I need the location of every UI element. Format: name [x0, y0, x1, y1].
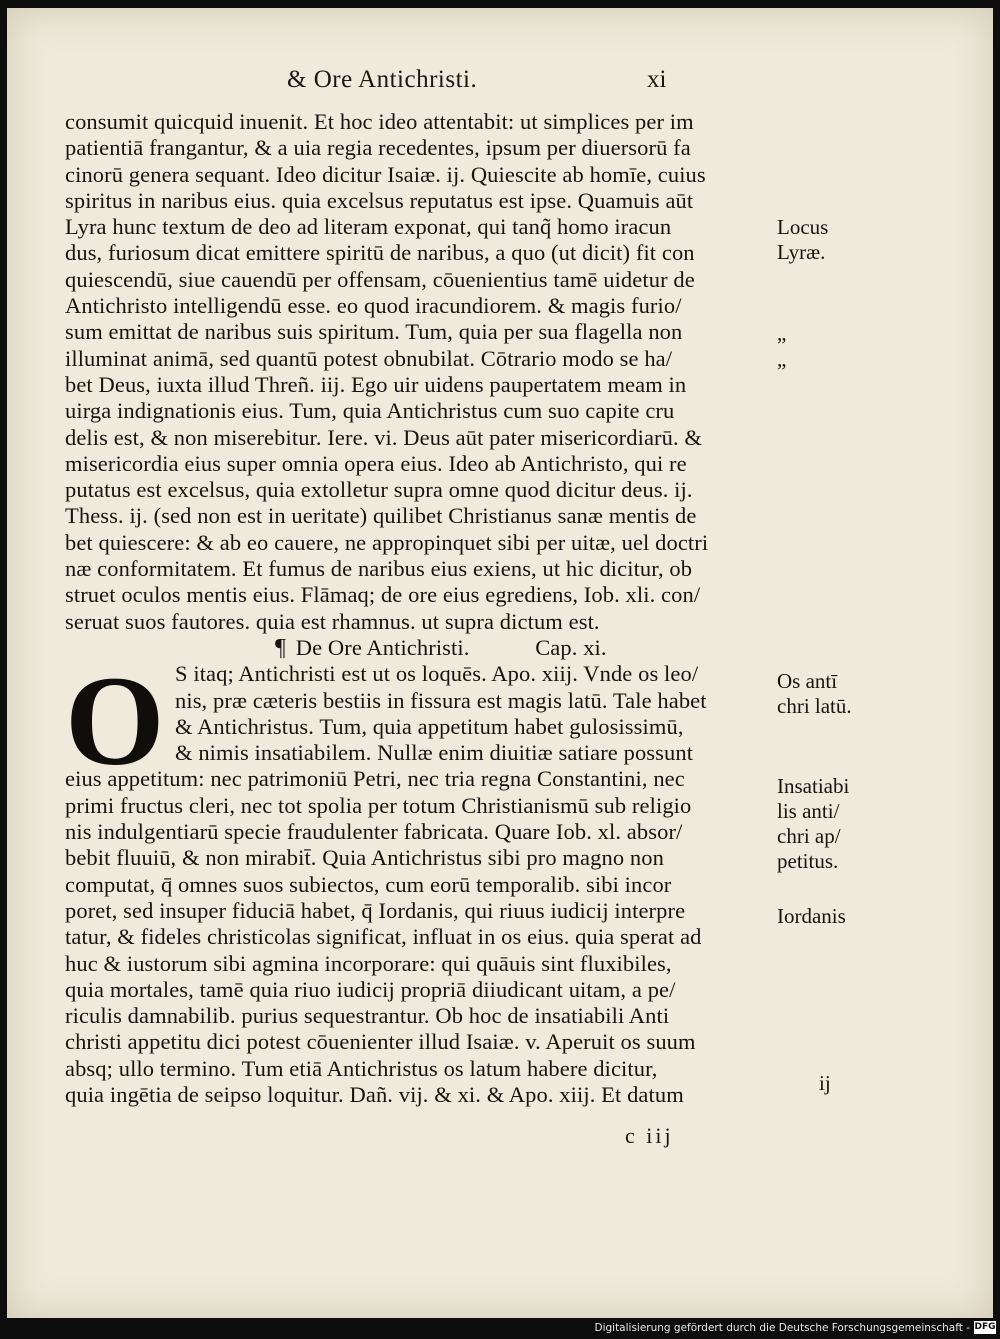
text-line: tatur, & fideles christicolas significat, influat in os eius. quia sperat ad [65, 924, 702, 950]
text-line: bebit fluuiū, & non mirabit̄. Quia Antichristus sibi pro magno non [65, 845, 664, 871]
margin-note-line: lis anti/ [777, 799, 840, 823]
margin-note-line: chri ap/ [777, 824, 841, 848]
chapter-heading-line [65, 635, 770, 661]
chapter-heading: De Ore Antichristi. [295, 634, 470, 660]
text-line: computat, q̄ omnes suos subiectos, cum eorū temporalib. sibi incor [65, 871, 672, 897]
text-line: sum emittat de naribus suis spiritum. Tum, quia per sua flagella non [65, 319, 683, 345]
text-line: cinorū genera sequant. Ideo dicitur Isaiæ. ij. Quiescite ab homīe, cuius [65, 161, 706, 187]
text-line: næ conformitatem. Et fumus de naribus eius exiens, ut hic dicitur, ob [65, 556, 693, 582]
running-head: & Ore Antichristi. [287, 66, 478, 93]
text-line: struet oculos mentis eius. Flāmaq; de ore eius egrediens, Iob. xli. con/ [65, 582, 701, 608]
margin-note-locus-lyrae [777, 215, 877, 265]
text-line: Antichristo intelligendū esse. eo quod iracundiorem. & magis furio/ [65, 293, 682, 319]
book-page [7, 8, 993, 1318]
signature-mark: c iij [625, 1123, 674, 1148]
text-line: absq; ullo termino. Tum etiā Antichristus os latum habere dicitur, [65, 1055, 658, 1081]
drop-cap-initial: O [65, 650, 165, 792]
text-line: Lyra hunc textum de deo ad literam exponat, qui tanq̃ homo iracun [65, 214, 672, 240]
text-line: Thess. ij. (sed non est in ueritate) quilibet Christianus sanæ mentis de [65, 503, 697, 529]
margin-note-insatiabilis [777, 774, 877, 874]
main-text-block [65, 109, 770, 1108]
margin-note-line: Insatiabi [777, 774, 850, 798]
text-line: huc & iustorum sibi agmina incorporare: qui quāuis sint fluxibiles, [65, 950, 672, 976]
text-line: christi appetitu dici potest cōuenienter illud Isaiæ. v. Aperuit os suum [65, 1029, 696, 1055]
margin-note-line: Locus [777, 215, 829, 239]
text-line: putatus est excelsus, quia extolletur supra omne quod dicitur deus. ij. [65, 477, 693, 503]
text-line: consumit quicquid inuenit. Et hoc ideo attentabit: ut simplices per im [65, 109, 694, 134]
text-line: patientiā frangantur, & a uia regia recedentes, ipsum per diuersorū fa [65, 135, 691, 161]
text-line: bet Deus, iuxta illud Threñ. iij. Ego uir uidens paupertatem meam in [65, 371, 687, 397]
text-line: nis, præ cæteris bestiis in fissura est magis latū. Tale habet [175, 687, 707, 713]
text-line: S itaq; Antichristi est ut os loquēs. Apo. xiij. Vnde os leo/ [175, 661, 699, 687]
text-line: quia mortales, tamē quia riuo iudicij propriā diiudicant uitam, a pe/ [65, 976, 676, 1002]
text-line: delis est, & non miserebitur. Iere. vi. Deus aūt pater misericordiarū. & [65, 424, 703, 450]
margin-note-iordanis [777, 904, 877, 929]
margin-note-line: Iordanis [777, 904, 846, 928]
margin-note-line: „ [777, 321, 787, 345]
text-line: riculis damnabilib. purius sequestrantur. Ob hoc de insatiabili Anti [65, 1003, 670, 1029]
text-line: & nimis insatiabilem. Nullæ enim diuitiæ satiare possunt [175, 740, 694, 766]
margin-note-line: „ [777, 347, 787, 371]
margin-note-quote-mark [777, 321, 877, 346]
margin-note-line: Os antī [777, 669, 838, 693]
margin-note-line: Lyræ. [777, 240, 826, 264]
text-line: quia ingētia de seipso loquitur. Dañ. vij. & xi. & Apo. xiij. Et datum [65, 1081, 684, 1107]
margin-note-line: ij [819, 1071, 831, 1095]
margin-note-line: chri latū. [777, 694, 852, 718]
text-line: quiescendū, siue cauendū per offensam, cōuenientius tamē uidetur de [65, 266, 695, 292]
margin-note-numeral [819, 1071, 919, 1096]
digitization-credit: Digitalisierung gefördert durch die Deutsche Forschungsgemeinschaft - [594, 1322, 970, 1334]
text-line: misericordia eius super omnia opera eius. Ideo ab Antichristo, qui re [65, 450, 687, 476]
text-line: nis indulgentiarū specie fraudulenter fabricata. Quare Iob. xl. absor/ [65, 819, 683, 845]
text-line: primi fructus cleri, nec tot spolia per totum Christianismū sub religio [65, 792, 692, 818]
text-line: eius appetitum: nec patrimoniū Petri, nec tria regna Constantini, nec [65, 766, 685, 792]
text-line: seruat suos fautores. quia est rhamnus. ut supra dictum est. [65, 608, 600, 634]
dfg-logo: DFG [974, 1322, 996, 1332]
text-line: uirga indignationis eius. Tum, quia Antichristus cum suo capite cru [65, 398, 675, 424]
page-number: xi [647, 66, 667, 93]
text-line: dus, furiosum dicat emittere spiritū de naribus, a quo (ut dicit) fit con [65, 240, 695, 266]
margin-note-line: petitus. [777, 849, 839, 873]
text-line: spiritus in naribus eius. quia excelsus reputatus est ipse. Quamuis aūt [65, 187, 694, 213]
chapter-label: Cap. xi. [535, 634, 607, 660]
text-line: poret, sed insuper fiduciā habet, q̄ Iordanis, qui riuus iudicij interpre [65, 897, 686, 923]
text-line: bet quiescere: & ab eo cauere, ne appropinquet sibi per uitæ, uel doctri [65, 529, 709, 555]
text-line: & Antichristus. Tum, quia appetitum habet gulosissimū, [175, 713, 684, 739]
pilcrow-icon: ¶ [275, 634, 286, 661]
margin-note-quote-mark [777, 347, 877, 372]
text-line: illuminat animā, sed quantū potest obnubilat. Cōtrario modo se ha/ [65, 345, 673, 371]
margin-note-os-antichristi [777, 669, 877, 719]
